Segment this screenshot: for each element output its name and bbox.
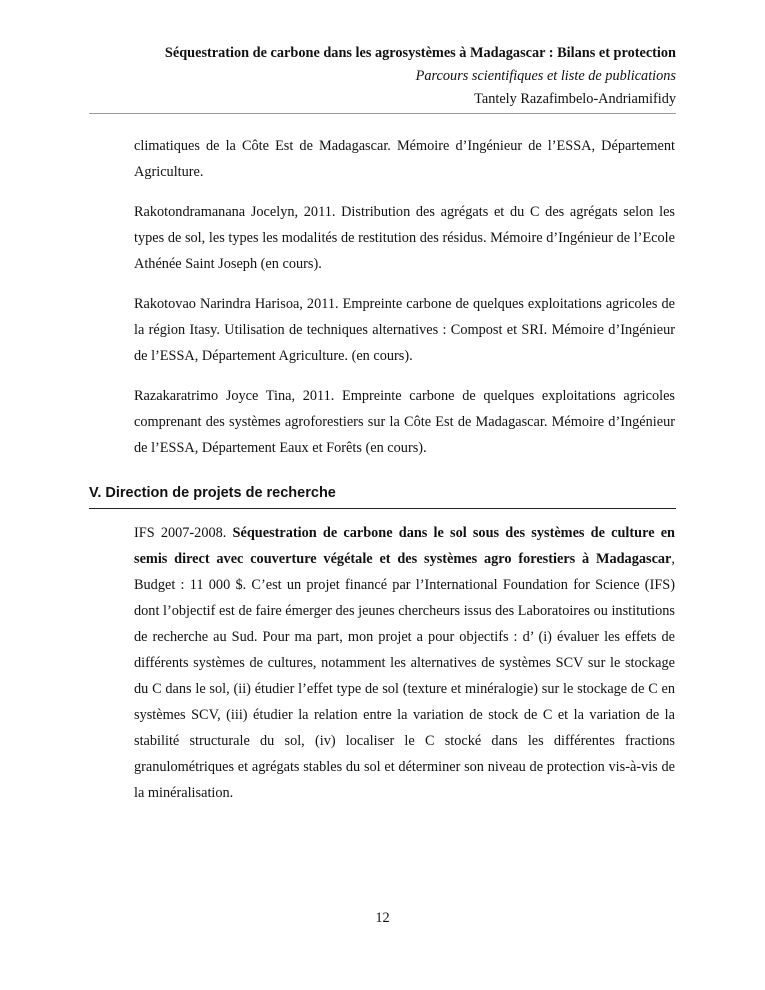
header-author: Tantely Razafimbelo-Andriamifidy xyxy=(474,91,676,107)
project-body: , Budget : 11 000 $. C’est un projet financé par l’International Foundation for Science (IFS) dont l’objectif est de faire émerger des jeunes chercheurs issus des Laboratoires ou institutions de recherche au Sud. Pour ma part, mon projet a pour objectifs : d’ (i) évaluer les effets de différents systèmes de cultures, notamment les alternatives de systèmes SCV sur le stockage du C dans le sol, (ii) étudier l’effet type de sol (texture et minéralogie) sur le stockage de C en systèmes SCV, (iii) étudier la relation entre la variation de stock de C et la variation de la stabilité structurale du sol, (iv) localiser le C stocké dans les différentes fractions granulométriques et agrégats stables du sol et déterminer son niveau de protection vis-à-vis de la minéralisation. xyxy=(134,551,675,801)
section-divider xyxy=(89,508,676,509)
list-item: climatiques de la Côte Est de Madagascar. Mémoire d’Ingénieur de l’ESSA, Département Agriculture. xyxy=(134,138,675,180)
section-heading: V. Direction de projets de recherche xyxy=(89,485,336,501)
project-title: Séquestration de carbone dans le sol sous des systèmes de culture en semis direct avec couverture végétale et des systèmes agro forestiers à Madagascar xyxy=(134,525,675,567)
list-item: Rakotovao Narindra Harisoa, 2011. Empreinte carbone de quelques exploitations agricoles de la région Itasy. Utilisation de techniques alternatives : Compost et SRI. Mémoire d’Ingénieur de l’ESSA, Département Agriculture. (en cours). xyxy=(134,296,675,364)
list-item: Rakotondramanana Jocelyn, 2011. Distribution des agrégats et du C des agrégats selon les types de sol, les types les modalités de restitution des résidus. Mémoire d’Ingénieur de l’Ecole Athénée Saint Joseph (en cours). xyxy=(134,204,675,272)
page-number: 12 xyxy=(375,910,390,926)
header-subtitle: Parcours scientifiques et liste de publications xyxy=(415,68,676,84)
header-divider xyxy=(89,113,676,114)
running-header xyxy=(89,42,676,111)
list-item: Razakaratrimo Joyce Tina, 2011. Empreinte carbone de quelques exploitations agricoles comprenant des systèmes agroforestiers sur la Côte Est de Madagascar. Mémoire d’Ingénieur de l’ESSA, Département Eaux et Forêts (en cours). xyxy=(134,388,675,456)
project-description xyxy=(134,520,675,820)
project-prefix: IFS 2007-2008. xyxy=(134,525,233,541)
project-paragraph xyxy=(134,520,675,806)
supervision-list xyxy=(134,133,675,475)
header-title: Séquestration de carbone dans les agrosystèmes à Madagascar : Bilans et protection xyxy=(164,45,676,61)
